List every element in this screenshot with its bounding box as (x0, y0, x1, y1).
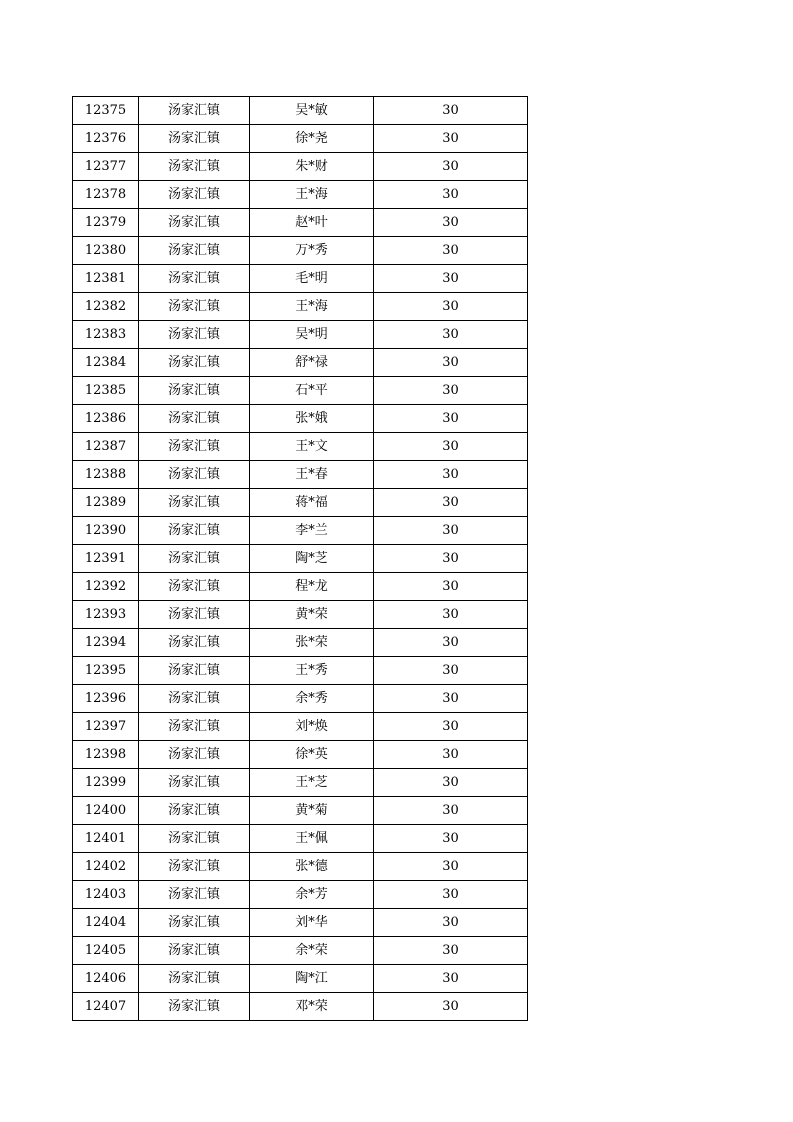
table-row (73, 993, 528, 1021)
table-row (73, 153, 528, 181)
row-number-cell: 12377 (73, 153, 139, 181)
row-number-cell: 12398 (73, 741, 139, 769)
amount-cell: 30 (374, 881, 528, 909)
row-number-cell: 12405 (73, 937, 139, 965)
name-cell: 毛*明 (250, 265, 374, 293)
name-cell: 邓*荣 (250, 993, 374, 1021)
row-number-cell: 12407 (73, 993, 139, 1021)
town-cell: 汤家汇镇 (139, 965, 250, 993)
name-cell: 吴*敏 (250, 97, 374, 125)
name-cell: 赵*叶 (250, 209, 374, 237)
name-cell: 黄*荣 (250, 601, 374, 629)
town-cell: 汤家汇镇 (139, 573, 250, 601)
table-row (73, 769, 528, 797)
name-cell: 陶*芝 (250, 545, 374, 573)
name-cell: 张*娥 (250, 405, 374, 433)
row-number-cell: 12382 (73, 293, 139, 321)
table-row (73, 657, 528, 685)
row-number-cell: 12376 (73, 125, 139, 153)
name-cell: 朱*财 (250, 153, 374, 181)
amount-cell: 30 (374, 741, 528, 769)
row-number-cell: 12390 (73, 517, 139, 545)
town-cell: 汤家汇镇 (139, 881, 250, 909)
table-row (73, 209, 528, 237)
town-cell: 汤家汇镇 (139, 993, 250, 1021)
name-cell: 王*佩 (250, 825, 374, 853)
table-row (73, 489, 528, 517)
table-row (73, 321, 528, 349)
amount-cell: 30 (374, 629, 528, 657)
table-row (73, 461, 528, 489)
name-cell: 吴*明 (250, 321, 374, 349)
name-cell: 王*海 (250, 293, 374, 321)
name-cell: 徐*英 (250, 741, 374, 769)
roster-table (72, 96, 528, 1021)
town-cell: 汤家汇镇 (139, 853, 250, 881)
amount-cell: 30 (374, 153, 528, 181)
town-cell: 汤家汇镇 (139, 97, 250, 125)
name-cell: 王*海 (250, 181, 374, 209)
name-cell: 王*秀 (250, 657, 374, 685)
amount-cell: 30 (374, 853, 528, 881)
amount-cell: 30 (374, 993, 528, 1021)
amount-cell: 30 (374, 909, 528, 937)
row-number-cell: 12396 (73, 685, 139, 713)
town-cell: 汤家汇镇 (139, 265, 250, 293)
table-row (73, 937, 528, 965)
row-number-cell: 12389 (73, 489, 139, 517)
town-cell: 汤家汇镇 (139, 405, 250, 433)
amount-cell: 30 (374, 489, 528, 517)
amount-cell: 30 (374, 573, 528, 601)
town-cell: 汤家汇镇 (139, 489, 250, 517)
town-cell: 汤家汇镇 (139, 825, 250, 853)
name-cell: 余*秀 (250, 685, 374, 713)
town-cell: 汤家汇镇 (139, 797, 250, 825)
row-number-cell: 12378 (73, 181, 139, 209)
town-cell: 汤家汇镇 (139, 181, 250, 209)
row-number-cell: 12395 (73, 657, 139, 685)
name-cell: 张*德 (250, 853, 374, 881)
row-number-cell: 12402 (73, 853, 139, 881)
amount-cell: 30 (374, 601, 528, 629)
row-number-cell: 12393 (73, 601, 139, 629)
table-row (73, 293, 528, 321)
town-cell: 汤家汇镇 (139, 769, 250, 797)
table-row (73, 797, 528, 825)
row-number-cell: 12401 (73, 825, 139, 853)
town-cell: 汤家汇镇 (139, 433, 250, 461)
row-number-cell: 12400 (73, 797, 139, 825)
town-cell: 汤家汇镇 (139, 713, 250, 741)
amount-cell: 30 (374, 769, 528, 797)
amount-cell: 30 (374, 965, 528, 993)
town-cell: 汤家汇镇 (139, 545, 250, 573)
amount-cell: 30 (374, 321, 528, 349)
town-cell: 汤家汇镇 (139, 293, 250, 321)
table-row (73, 629, 528, 657)
table-row (73, 97, 528, 125)
town-cell: 汤家汇镇 (139, 601, 250, 629)
town-cell: 汤家汇镇 (139, 657, 250, 685)
table-row (73, 825, 528, 853)
table-row (73, 545, 528, 573)
amount-cell: 30 (374, 405, 528, 433)
town-cell: 汤家汇镇 (139, 517, 250, 545)
row-number-cell: 12387 (73, 433, 139, 461)
name-cell: 王*文 (250, 433, 374, 461)
table-row (73, 573, 528, 601)
amount-cell: 30 (374, 349, 528, 377)
table-row (73, 349, 528, 377)
town-cell: 汤家汇镇 (139, 321, 250, 349)
row-number-cell: 12385 (73, 377, 139, 405)
table-row (73, 265, 528, 293)
table-row (73, 405, 528, 433)
amount-cell: 30 (374, 937, 528, 965)
table-row (73, 685, 528, 713)
town-cell: 汤家汇镇 (139, 153, 250, 181)
amount-cell: 30 (374, 97, 528, 125)
town-cell: 汤家汇镇 (139, 909, 250, 937)
amount-cell: 30 (374, 293, 528, 321)
town-cell: 汤家汇镇 (139, 461, 250, 489)
name-cell: 张*荣 (250, 629, 374, 657)
town-cell: 汤家汇镇 (139, 629, 250, 657)
row-number-cell: 12397 (73, 713, 139, 741)
name-cell: 舒*禄 (250, 349, 374, 377)
town-cell: 汤家汇镇 (139, 685, 250, 713)
table-row (73, 433, 528, 461)
row-number-cell: 12399 (73, 769, 139, 797)
amount-cell: 30 (374, 125, 528, 153)
row-number-cell: 12375 (73, 97, 139, 125)
name-cell: 李*兰 (250, 517, 374, 545)
table-row (73, 965, 528, 993)
amount-cell: 30 (374, 657, 528, 685)
row-number-cell: 12394 (73, 629, 139, 657)
town-cell: 汤家汇镇 (139, 741, 250, 769)
row-number-cell: 12379 (73, 209, 139, 237)
table-row (73, 741, 528, 769)
table-row (73, 881, 528, 909)
name-cell: 王*春 (250, 461, 374, 489)
amount-cell: 30 (374, 825, 528, 853)
name-cell: 刘*华 (250, 909, 374, 937)
row-number-cell: 12391 (73, 545, 139, 573)
table-row (73, 377, 528, 405)
row-number-cell: 12383 (73, 321, 139, 349)
name-cell: 刘*焕 (250, 713, 374, 741)
row-number-cell: 12388 (73, 461, 139, 489)
row-number-cell: 12384 (73, 349, 139, 377)
town-cell: 汤家汇镇 (139, 349, 250, 377)
table-row (73, 517, 528, 545)
name-cell: 余*荣 (250, 937, 374, 965)
table-row (73, 909, 528, 937)
table-row (73, 181, 528, 209)
name-cell: 程*龙 (250, 573, 374, 601)
amount-cell: 30 (374, 545, 528, 573)
name-cell: 徐*尧 (250, 125, 374, 153)
amount-cell: 30 (374, 433, 528, 461)
town-cell: 汤家汇镇 (139, 125, 250, 153)
amount-cell: 30 (374, 181, 528, 209)
name-cell: 王*芝 (250, 769, 374, 797)
amount-cell: 30 (374, 461, 528, 489)
table-row (73, 713, 528, 741)
row-number-cell: 12386 (73, 405, 139, 433)
amount-cell: 30 (374, 713, 528, 741)
row-number-cell: 12403 (73, 881, 139, 909)
name-cell: 黄*菊 (250, 797, 374, 825)
amount-cell: 30 (374, 209, 528, 237)
name-cell: 万*秀 (250, 237, 374, 265)
amount-cell: 30 (374, 685, 528, 713)
row-number-cell: 12404 (73, 909, 139, 937)
amount-cell: 30 (374, 517, 528, 545)
town-cell: 汤家汇镇 (139, 937, 250, 965)
roster-table-body (73, 97, 528, 1021)
row-number-cell: 12406 (73, 965, 139, 993)
amount-cell: 30 (374, 377, 528, 405)
row-number-cell: 12392 (73, 573, 139, 601)
table-row (73, 853, 528, 881)
amount-cell: 30 (374, 797, 528, 825)
amount-cell: 30 (374, 237, 528, 265)
table-row (73, 125, 528, 153)
name-cell: 蒋*福 (250, 489, 374, 517)
town-cell: 汤家汇镇 (139, 377, 250, 405)
table-row (73, 601, 528, 629)
table-row (73, 237, 528, 265)
town-cell: 汤家汇镇 (139, 237, 250, 265)
name-cell: 石*平 (250, 377, 374, 405)
name-cell: 余*芳 (250, 881, 374, 909)
name-cell: 陶*江 (250, 965, 374, 993)
row-number-cell: 12380 (73, 237, 139, 265)
amount-cell: 30 (374, 265, 528, 293)
town-cell: 汤家汇镇 (139, 209, 250, 237)
row-number-cell: 12381 (73, 265, 139, 293)
